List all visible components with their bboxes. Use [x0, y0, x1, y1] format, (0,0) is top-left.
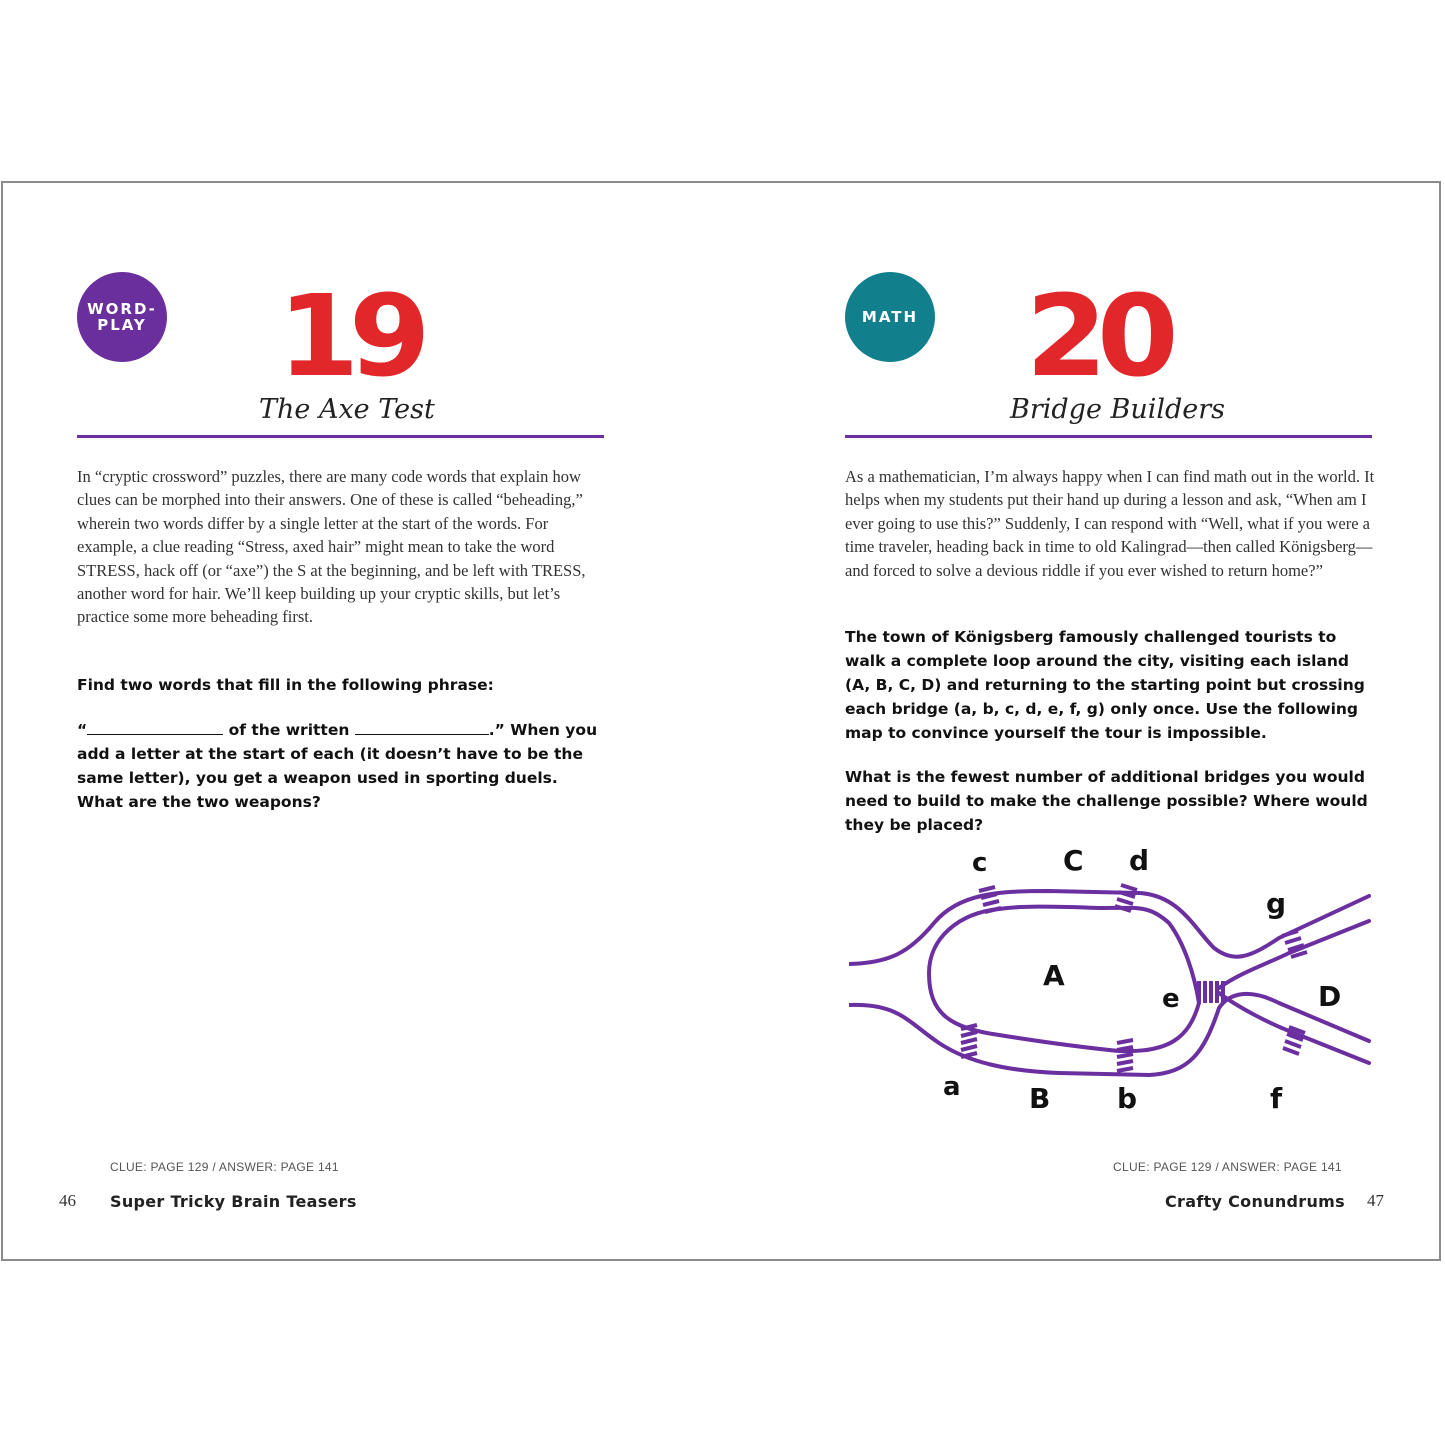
badge-line1: WORD- — [87, 300, 157, 318]
label-bridge-d: d — [1129, 844, 1150, 877]
label-bridge-f: f — [1270, 1082, 1283, 1115]
puzzle-title: Bridge Builders — [1010, 394, 1226, 425]
intro-paragraph: As a mathematician, I’m always happy when I can find math out in the world. It helps when my students put their hand up during a lesson and ask, “When am I ever going to use this?” Suddenly, I can respond with “Well, what if you were a time traveler, heading back in time to old Kalingrad—then called Königsberg—and forced to solve a devious riddle if you ever wished to return home?” — [845, 467, 1375, 580]
clue-reference: CLUE: PAGE 129 / ANSWER: PAGE 141 — [1113, 1160, 1342, 1174]
label-bridge-c: c — [972, 848, 988, 878]
right-page — [723, 183, 1443, 1259]
book-spread — [1, 181, 1441, 1261]
bridge-b-marks — [1117, 1040, 1133, 1071]
running-head: Super Tricky Brain Teasers — [110, 1192, 357, 1211]
phrase-open-quote: “ — [77, 721, 88, 739]
label-bridge-a: a — [943, 1072, 961, 1102]
label-island-d: D — [1318, 980, 1342, 1013]
category-badge-math — [845, 272, 935, 362]
puzzle-number: 19 — [277, 272, 421, 402]
label-bridge-g: g — [1266, 887, 1287, 920]
category-badge-wordplay — [77, 272, 167, 362]
fill-in-phrase — [77, 718, 607, 814]
intro-paragraph: In “cryptic crossword” puzzles, there are many code words that explain how clues can be morphed into their answers. One of these is called “beheading,” wherein two words differ by a single letter at the start of the words. For example, a clue reading “Stress, axed hair” might mean to take the word STRESS, hack off (or “axe”) the S at the beginning, and be left with TRESS, another word for hair. We’ll keep building up your cryptic skills, but let’s practice some more beheading first. — [77, 467, 586, 627]
badge-line1: MATH — [861, 308, 919, 326]
badge-line2: PLAY — [97, 316, 147, 334]
challenge-text: The town of Königsberg famously challenged tourists to walk a complete loop around the city, visiting each island (A, B, C, D) and returning to the starting point but crossing each bridge (a, b, c, d, e, f, g) only once. Use the following map to convince yourself the tour is impossible. — [845, 628, 1365, 742]
question-text: Find two words that fill in the following phrase: — [77, 676, 494, 694]
page-number: 46 — [59, 1191, 76, 1210]
label-bridge-e: e — [1162, 984, 1180, 1014]
running-head: Crafty Conundrums — [1165, 1192, 1345, 1211]
answer-blank-1 — [87, 720, 223, 735]
label-island-c: C — [1063, 844, 1084, 877]
label-island-b: B — [1029, 1082, 1051, 1115]
page-number: 47 — [1367, 1191, 1384, 1210]
konigsberg-bridge-map — [849, 843, 1379, 1123]
puzzle-title: The Axe Test — [259, 394, 435, 425]
bridges — [961, 885, 1307, 1071]
question-text: What is the fewest number of additional bridges you would need to build to make the challenge possible? Where would they be placed? — [845, 768, 1368, 834]
left-page — [3, 183, 723, 1259]
label-bridge-b: b — [1117, 1082, 1138, 1115]
phrase-middle: of the written — [223, 721, 355, 739]
answer-blank-2 — [355, 720, 489, 735]
title-rule — [845, 435, 1372, 438]
title-rule — [77, 435, 604, 438]
clue-reference: CLUE: PAGE 129 / ANSWER: PAGE 141 — [110, 1160, 339, 1174]
puzzle-number: 20 — [1025, 272, 1169, 402]
label-island-a: A — [1043, 959, 1065, 992]
phrase-close: .” When you add a letter at the start of each (it doesn’t have to be the same letter), you get a weapon used in sporting duels. What are the two weapons? — [77, 721, 598, 811]
